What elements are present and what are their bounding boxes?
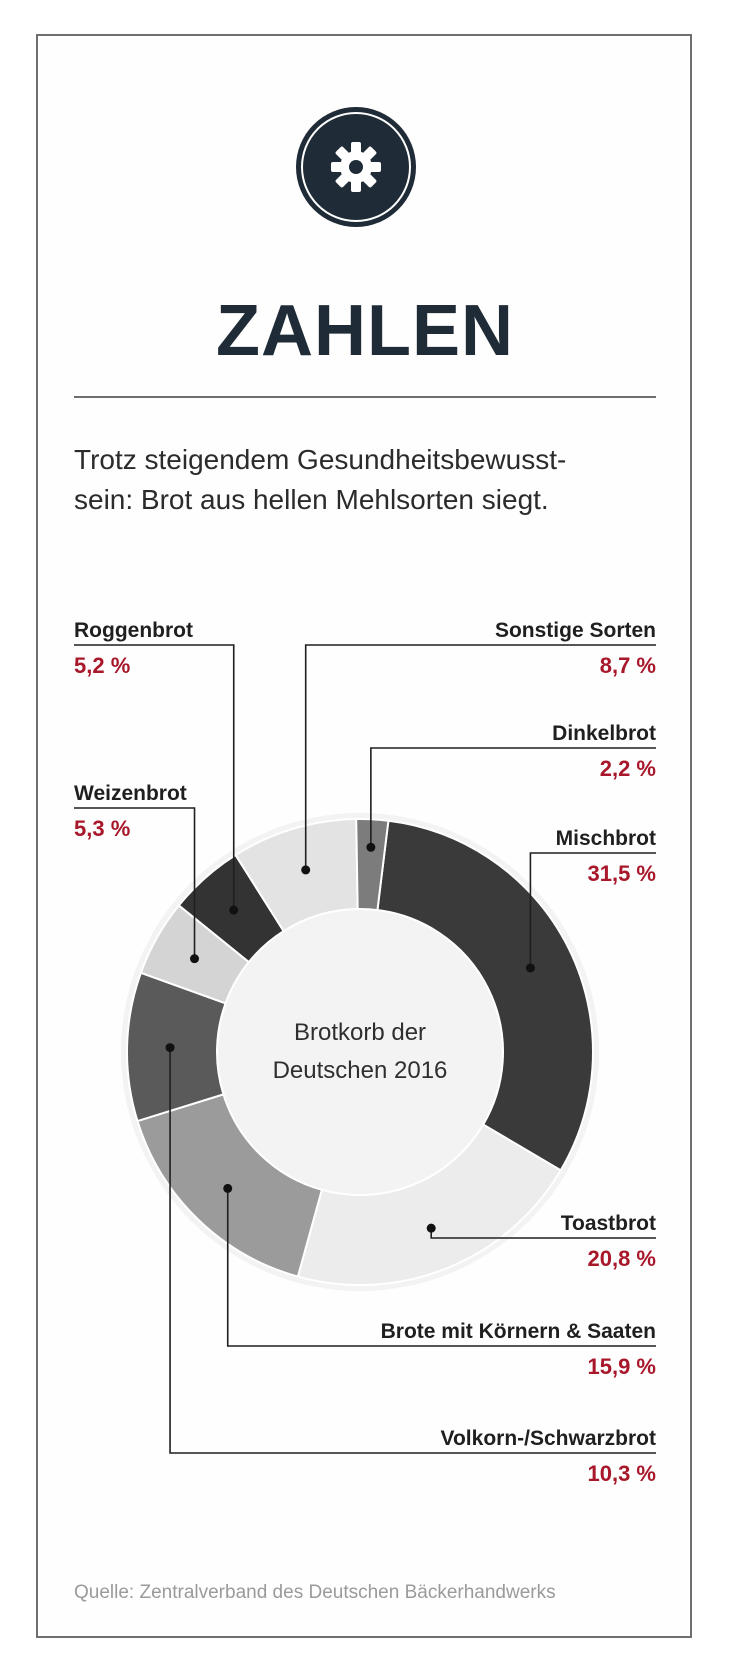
- slice-label-1: Toastbrot: [560, 1212, 656, 1235]
- leader-dot-3: [166, 1043, 175, 1052]
- center-label-line-1: Brotkorb der: [293, 1019, 427, 1046]
- slice-label-6: Sonstige Sorten: [494, 619, 656, 642]
- slice-value-4: 5,3 %: [74, 816, 131, 841]
- leader-dot-0: [526, 963, 535, 972]
- slice-value-2: 15,9 %: [587, 1354, 656, 1379]
- slice-label-4: Weizenbrot: [74, 782, 187, 805]
- slice-label-2: Brote mit Körnern & Saaten: [380, 1320, 656, 1343]
- source-note: Quelle: Zentralverband des Deutschen Bäckerhandwerks: [74, 1582, 556, 1603]
- subtitle-line-2: sein: Brot aus hellen Mehlsorten siegt.: [74, 484, 549, 515]
- leader-dot-1: [427, 1224, 436, 1233]
- slice-label-7: Dinkelbrot: [552, 722, 656, 745]
- leader-dot-4: [190, 954, 199, 963]
- leader-dot-5: [229, 906, 238, 915]
- leader-dot-2: [223, 1184, 232, 1193]
- slice-value-5: 5,2 %: [74, 653, 131, 678]
- subtitle-line-1: Trotz steigendem Gesundheitsbewusst-: [74, 444, 567, 475]
- center-label-line-2: Deutschen 2016: [272, 1057, 448, 1084]
- slice-label-3: Volkorn-/Schwarzbrot: [440, 1427, 656, 1450]
- slice-label-5: Roggenbrot: [74, 619, 193, 642]
- page-title: ZAHLEN: [216, 291, 514, 371]
- slice-label-0: Mischbrot: [555, 827, 656, 850]
- leader-dot-6: [301, 865, 310, 874]
- slice-value-3: 10,3 %: [587, 1461, 656, 1486]
- slice-value-6: 8,7 %: [599, 653, 656, 678]
- slice-value-1: 20,8 %: [587, 1246, 656, 1271]
- slice-value-7: 2,2 %: [599, 756, 656, 781]
- slice-value-0: 31,5 %: [587, 861, 656, 886]
- leader-dot-7: [366, 843, 375, 852]
